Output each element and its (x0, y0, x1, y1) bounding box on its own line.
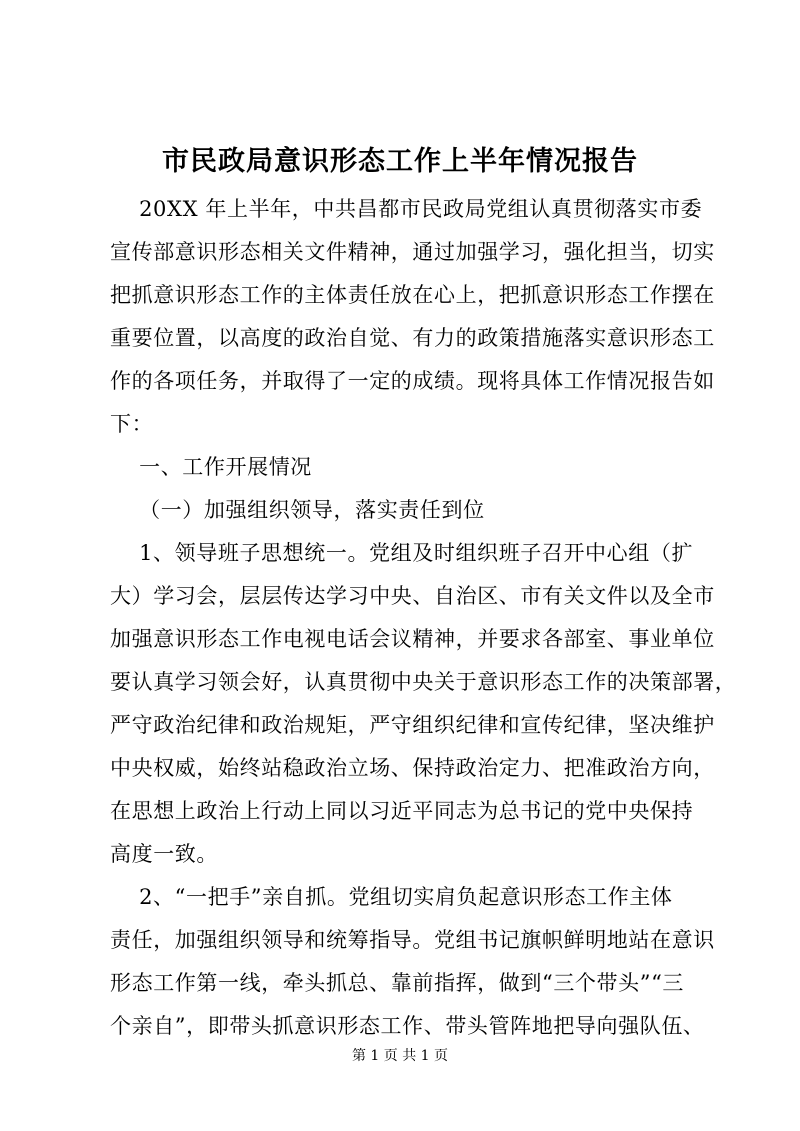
body-line: 在思想上政治上行动上同以习近平同志为总书记的党中央保持 (110, 799, 694, 823)
section-heading: 一、工作开展情况 (110, 455, 312, 479)
subsection-heading: （一）加强组织领导，落实责任到位 (110, 498, 485, 522)
body-line: 作的各项任务，并取得了一定的成绩。现将具体工作情况报告如 (110, 369, 715, 393)
body-line: 下： (110, 412, 154, 436)
body-line: 20XX 年上半年，中共昌都市民政局党组认真贯彻落实市委 (110, 197, 703, 221)
body-line: 要认真学习领会好，认真贯彻中央关于意识形态工作的决策部署， (110, 670, 737, 694)
body-line: 2、“一把手”亲自抓。党组切实肩负起意识形态工作主体 (110, 885, 673, 909)
body-line: 严守政治纪律和政治规矩，严守组织纪律和宣传纪律，坚决维护 (110, 713, 715, 737)
document-title: 市民政局意识形态工作上半年情况报告 (162, 146, 638, 177)
body-line: 中央权威，始终站稳政治立场、保持政治定力、把准政治方向， (110, 756, 715, 780)
body-line: 形态工作第一线，牵头抓总、靠前指挥，做到“三个带头”“三 (110, 971, 685, 995)
body-line: 重要位置，以高度的政治自觉、有力的政策措施落实意识形态工 (110, 326, 715, 350)
body-line: 加强意识形态工作电视电话会议精神，并要求各部室、事业单位 (110, 627, 715, 651)
body-line: 责任，加强组织领导和统筹指导。党组书记旗帜鲜明地站在意识 (110, 928, 715, 952)
page-number: 第 1 页 共 1 页 (351, 1048, 449, 1064)
body-line: 1、领导班子思想统一。党组及时组织班子召开中心组（扩 (110, 541, 694, 565)
body-line: 高度一致。 (110, 842, 218, 866)
body-line: 大）学习会，层层传达学习中央、自治区、市有关文件以及全市 (110, 584, 715, 608)
body-line: 宣传部意识形态相关文件精神，通过加强学习，强化担当，切实 (110, 240, 715, 264)
body-line: 把抓意识形态工作的主体责任放在心上，把抓意识形态工作摆在 (110, 283, 715, 307)
body-line: 个亲自”，即带头抓意识形态工作、带头管阵地把导向强队伍、 (110, 1014, 705, 1038)
